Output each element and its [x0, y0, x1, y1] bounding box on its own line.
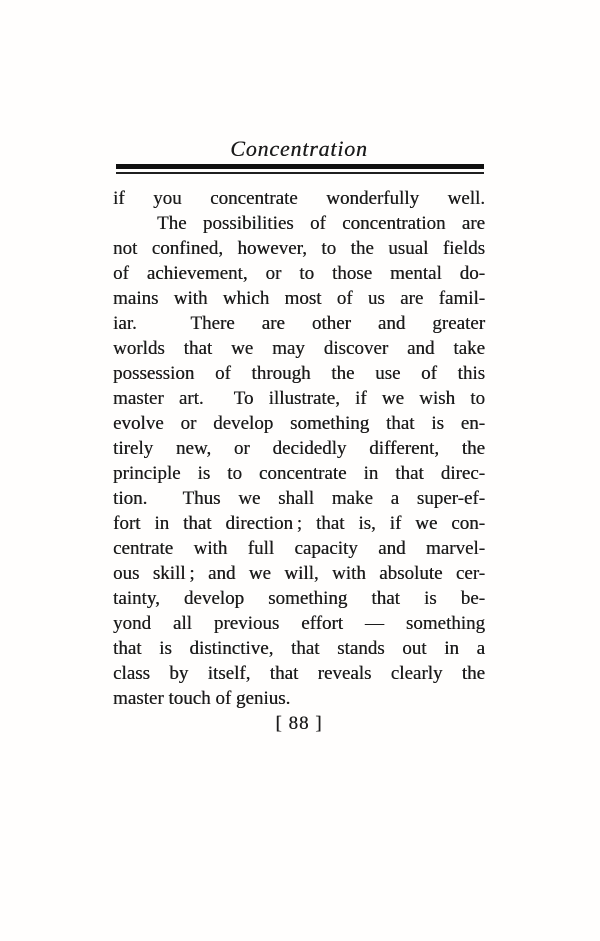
text-line: master art. To illustrate, if we wish to [113, 388, 485, 409]
text-line: class by itself, that reveals clearly the [113, 663, 485, 684]
text-line: that is distinctive, that stands out in a [113, 638, 485, 659]
running-head-title: Concentration [230, 136, 368, 161]
text-line: iar. There are other and greater [113, 313, 485, 334]
text-line: fort in that direction ; that is, if we con- [113, 513, 485, 534]
header-rule-thin [116, 172, 484, 174]
text-line-paragraph-end: master touch of genius. [113, 688, 291, 709]
page-number: [ 88 ] [275, 713, 323, 734]
text-line: worlds that we may discover and take [113, 338, 485, 359]
text-line: tirely new, or decidedly different, the [113, 438, 485, 459]
text-line: mains with which most of us are famil- [113, 288, 485, 309]
text-line: ous skill ; and we will, with absolute cer- [113, 563, 485, 584]
text-line: of achievement, or to those mental do- [113, 263, 485, 284]
text-line: tion. Thus we shall make a super-ef- [113, 488, 485, 509]
text-line-paragraph-start: The possibilities of concentration are [157, 213, 485, 234]
text-line: principle is to concentrate in that direc- [113, 463, 485, 484]
text-line: if you concentrate wonderfully well. [113, 188, 485, 209]
text-line: not confined, however, to the usual fields [113, 238, 485, 259]
text-line: centrate with full capacity and marvel- [113, 538, 485, 559]
body-text [113, 186, 485, 736]
text-line: yond all previous effort — something [113, 613, 485, 634]
text-line: evolve or develop something that is en- [113, 413, 485, 434]
text-line: possession of through the use of this [113, 363, 485, 384]
header-rule-thick [116, 164, 484, 169]
text-line: tainty, develop something that is be- [113, 588, 485, 609]
